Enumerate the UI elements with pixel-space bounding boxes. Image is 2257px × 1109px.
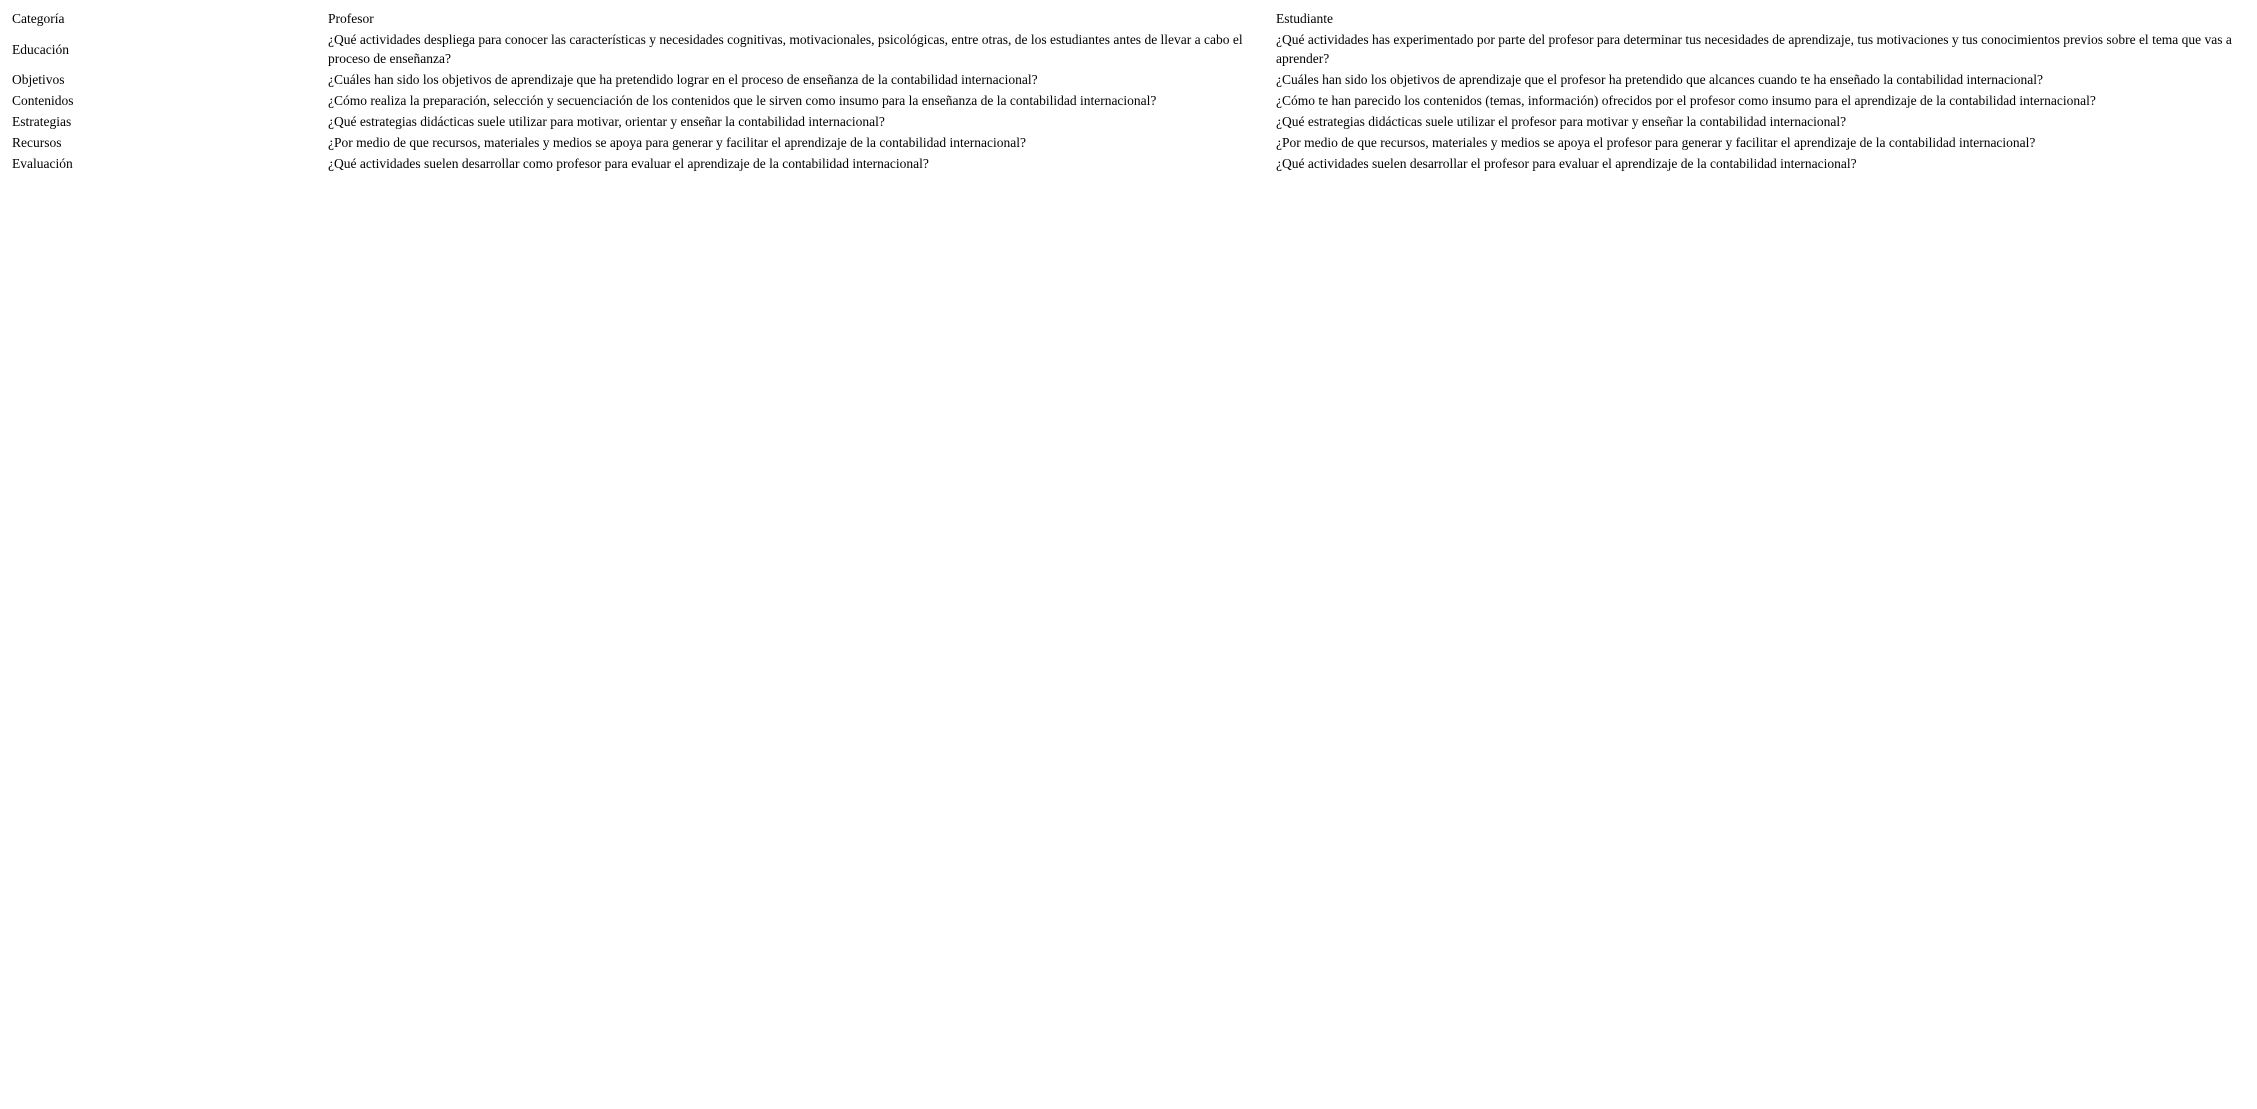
- category-cell: Contenidos: [12, 93, 74, 108]
- profesor-question-cell: ¿Qué estrategias didácticas suele utilizar para motivar, orientar y enseñar la contabilidad internacional?: [328, 114, 885, 129]
- estudiante-question-cell: ¿Cuáles han sido los objetivos de aprendizaje que el profesor ha pretendido que alcances cuando te ha enseñado la contabilidad internacional?: [1276, 72, 2043, 87]
- estudiante-question-cell: ¿Cómo te han parecido los contenidos (temas, información) ofrecidos por el profesor como insumo para el aprendizaje de la contabilidad internacional?: [1276, 93, 2096, 108]
- table-row: [8, 153, 2253, 174]
- table-header-row: [8, 8, 2253, 29]
- table-row: [8, 132, 2253, 153]
- profesor-question-cell: ¿Qué actividades despliega para conocer las características y necesidades cognitivas, motivacionales, psicológicas, entre otras, de los estudiantes antes de llevar a cabo el proceso de enseñanza?: [328, 32, 1243, 66]
- table-row: [8, 69, 2253, 90]
- estudiante-question-cell: ¿Por medio de que recursos, materiales y medios se apoya el profesor para generar y facilitar el aprendizaje de la contabilidad internacional?: [1276, 135, 2036, 150]
- profesor-question-cell: ¿Cuáles han sido los objetivos de aprendizaje que ha pretendido lograr en el proceso de enseñanza de la contabilidad internacional?: [328, 72, 1038, 87]
- category-cell: Objetivos: [12, 72, 65, 87]
- profesor-question-cell: ¿Por medio de que recursos, materiales y medios se apoya para generar y facilitar el aprendizaje de la contabilidad internacional?: [328, 135, 1026, 150]
- estudiante-question-cell: ¿Qué actividades has experimentado por parte del profesor para determinar tus necesidades de aprendizaje, tus motivaciones y tus conocimientos previos sobre el tema que vas a aprender?: [1276, 32, 2232, 66]
- profesor-question-cell: ¿Qué actividades suelen desarrollar como profesor para evaluar el aprendizaje de la contabilidad internacional?: [328, 156, 929, 171]
- header-profesor: Profesor: [328, 11, 374, 26]
- header-categoria: Categoría: [12, 11, 65, 26]
- category-cell: Evaluación: [12, 156, 73, 171]
- table-row: [8, 29, 2253, 69]
- profesor-question-cell: ¿Cómo realiza la preparación, selección y secuenciación de los contenidos que le sirven como insumo para la enseñanza de la contabilidad internacional?: [328, 93, 1157, 108]
- category-cell: Estrategias: [12, 114, 72, 129]
- table-row: [8, 90, 2253, 111]
- category-cell: Recursos: [12, 135, 62, 150]
- questions-table: [8, 8, 2253, 174]
- category-cell: Educación: [12, 41, 69, 57]
- table-row: [8, 111, 2253, 132]
- header-estudiante: Estudiante: [1276, 11, 1333, 26]
- estudiante-question-cell: ¿Qué actividades suelen desarrollar el profesor para evaluar el aprendizaje de la contabilidad internacional?: [1276, 156, 1857, 171]
- estudiante-question-cell: ¿Qué estrategias didácticas suele utilizar el profesor para motivar y enseñar la contabilidad internacional?: [1276, 114, 1847, 129]
